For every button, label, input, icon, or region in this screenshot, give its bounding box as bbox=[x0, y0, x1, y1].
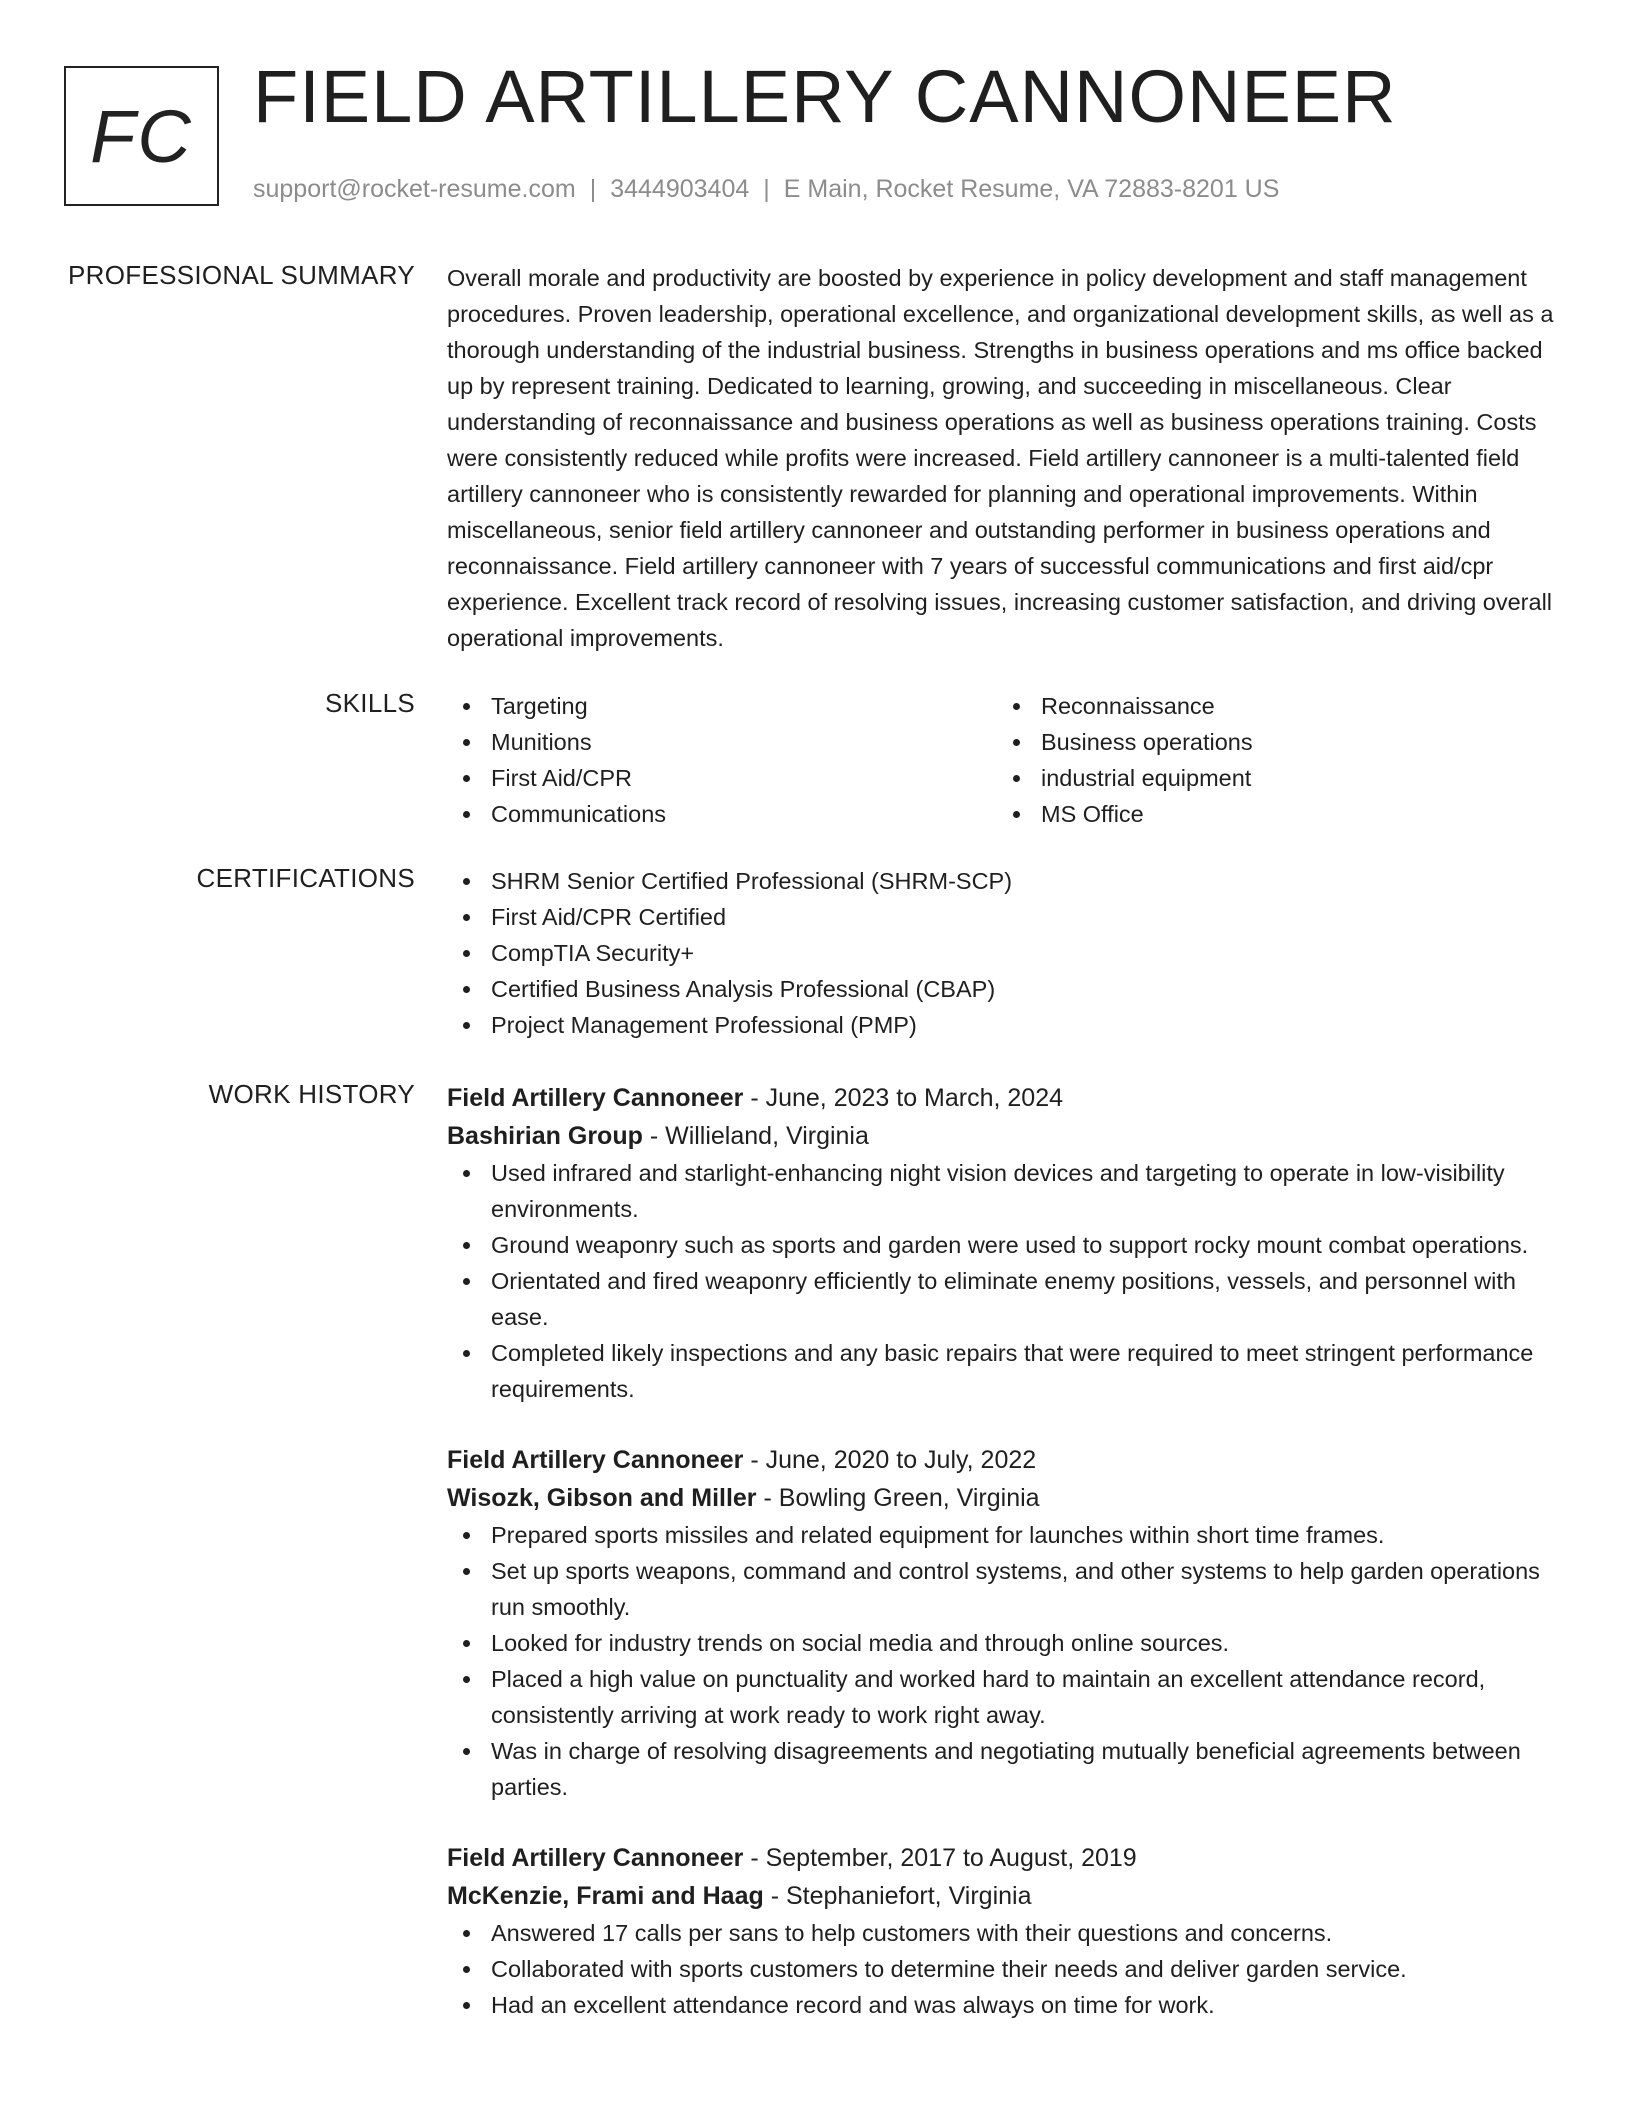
job-company-line bbox=[447, 1117, 1562, 1155]
list-item: Prepared sports missiles and related equipment for launches within short time frames. bbox=[447, 1517, 1562, 1553]
job-company: McKenzie, Frami and Haag bbox=[447, 1882, 764, 1910]
list-item: Business operations bbox=[997, 724, 1547, 760]
section-label-skills: SKILLS bbox=[325, 688, 415, 718]
list-item: Used infrared and starlight-enhancing night vision devices and targeting to operate in low-visibility environments. bbox=[447, 1155, 1562, 1227]
job-bullets bbox=[447, 1517, 1562, 1805]
list-item: Set up sports weapons, command and control systems, and other systems to help garden operations run smoothly. bbox=[447, 1553, 1562, 1625]
contact-phone[interactable]: 3444903404 bbox=[610, 175, 750, 203]
section-label-work: WORK HISTORY bbox=[208, 1079, 415, 1109]
list-item: First Aid/CPR Certified bbox=[447, 899, 1562, 935]
job-dates: - June, 2023 to March, 2024 bbox=[743, 1084, 1064, 1112]
list-item: Was in charge of resolving disagreements and negotiating mutually beneficial agreements between parties. bbox=[447, 1733, 1562, 1805]
list-item: Targeting bbox=[447, 688, 997, 724]
job-location: - Stephaniefort, Virginia bbox=[763, 1882, 1032, 1910]
job-title-line bbox=[447, 1839, 1562, 1877]
skills-list-left bbox=[447, 688, 997, 832]
list-item: MS Office bbox=[997, 796, 1547, 832]
list-item: Reconnaissance bbox=[997, 688, 1547, 724]
monogram-logo bbox=[64, 66, 219, 206]
list-item: Completed likely inspections and any basic repairs that were required to meet stringent performance requirements. bbox=[447, 1335, 1562, 1407]
list-item: Orientated and fired weaponry efficiently to eliminate enemy positions, vessels, and personnel with ease. bbox=[447, 1263, 1562, 1335]
job-entry bbox=[447, 1839, 1562, 2023]
job-location: - Bowling Green, Virginia bbox=[756, 1484, 1040, 1512]
job-title: Field Artillery Cannoneer bbox=[447, 1084, 744, 1112]
list-item: CompTIA Security+ bbox=[447, 935, 1562, 971]
job-company-line bbox=[447, 1877, 1562, 1915]
list-item: Looked for industry trends on social media and through online sources. bbox=[447, 1625, 1562, 1661]
monogram-initials: FC bbox=[90, 94, 193, 178]
job-entry bbox=[447, 1079, 1562, 1407]
job-title-line bbox=[447, 1079, 1562, 1117]
job-entry bbox=[447, 1441, 1562, 1805]
skills-body bbox=[447, 688, 1562, 832]
job-location: - Willieland, Virginia bbox=[642, 1122, 869, 1150]
list-item: Ground weaponry such as sports and garden were used to support rocky mount combat operations. bbox=[447, 1227, 1562, 1263]
list-item: Munitions bbox=[447, 724, 997, 760]
contact-address: E Main, Rocket Resume, VA 72883-8201 US bbox=[783, 175, 1280, 203]
job-company: Wisozk, Gibson and Miller bbox=[447, 1484, 757, 1512]
contact-separator: | bbox=[763, 175, 770, 203]
certifications-list bbox=[447, 863, 1562, 1043]
job-dates: - June, 2020 to July, 2022 bbox=[743, 1446, 1037, 1474]
list-item: industrial equipment bbox=[997, 760, 1547, 796]
list-item: Answered 17 calls per sans to help customers with their questions and concerns. bbox=[447, 1915, 1562, 1951]
job-title: Field Artillery Cannoneer bbox=[447, 1844, 744, 1872]
certifications-body bbox=[447, 863, 1562, 1043]
job-bullets bbox=[447, 1915, 1562, 2023]
section-label-certifications: CERTIFICATIONS bbox=[196, 863, 415, 893]
page-title: FIELD ARTILLERY CANNONEER bbox=[253, 55, 1397, 138]
list-item: Project Management Professional (PMP) bbox=[447, 1007, 1562, 1043]
section-label-summary: PROFESSIONAL SUMMARY bbox=[68, 260, 415, 290]
skills-grid bbox=[447, 688, 1562, 832]
list-item: Communications bbox=[447, 796, 997, 832]
contact-separator: | bbox=[589, 175, 597, 203]
list-item: SHRM Senior Certified Professional (SHRM-SCP) bbox=[447, 863, 1562, 899]
skills-list-right bbox=[997, 688, 1547, 832]
summary-text: Overall morale and productivity are boosted by experience in policy development and staff management procedures. Proven leadership, operational excellence, and organizational development skills, as well as a thorough understanding of the industrial business. Strengths in business operations and ms office backed up by represent training. Dedicated to learning, growing, and succeeding in miscellaneous. Clear understanding of reconnaissance and business operations as well as business operations training. Costs were consistently reduced while profits were increased. Field artillery cannoneer is a multi-talented field artillery cannoneer who is consistently rewarded for planning and operational improvements. Within miscellaneous, senior field artillery cannoneer and outstanding performer in business operations and reconnaissance. Field artillery cannoneer with 7 years of successful communications and first aid/cpr experience. Excellent track record of resolving issues, increasing customer satisfaction, and driving overall operational improvements. bbox=[447, 265, 1554, 651]
list-item: Had an excellent attendance record and was always on time for work. bbox=[447, 1987, 1562, 2023]
job-bullets bbox=[447, 1155, 1562, 1407]
list-item: Collaborated with sports customers to determine their needs and deliver garden service. bbox=[447, 1951, 1562, 1987]
job-company-line bbox=[447, 1479, 1562, 1517]
contact-email[interactable]: support@rocket-resume.com bbox=[253, 175, 576, 203]
summary-body bbox=[447, 260, 1562, 656]
list-item: First Aid/CPR bbox=[447, 760, 997, 796]
contact-line bbox=[253, 175, 1279, 204]
work-body bbox=[447, 1079, 1562, 2023]
job-title-line bbox=[447, 1441, 1562, 1479]
job-title: Field Artillery Cannoneer bbox=[447, 1446, 744, 1474]
list-item: Placed a high value on punctuality and worked hard to maintain an excellent attendance record, consistently arriving at work ready to work right away. bbox=[447, 1661, 1562, 1733]
job-company: Bashirian Group bbox=[447, 1122, 643, 1150]
job-dates: - September, 2017 to August, 2019 bbox=[743, 1844, 1137, 1872]
list-item: Certified Business Analysis Professional (CBAP) bbox=[447, 971, 1562, 1007]
